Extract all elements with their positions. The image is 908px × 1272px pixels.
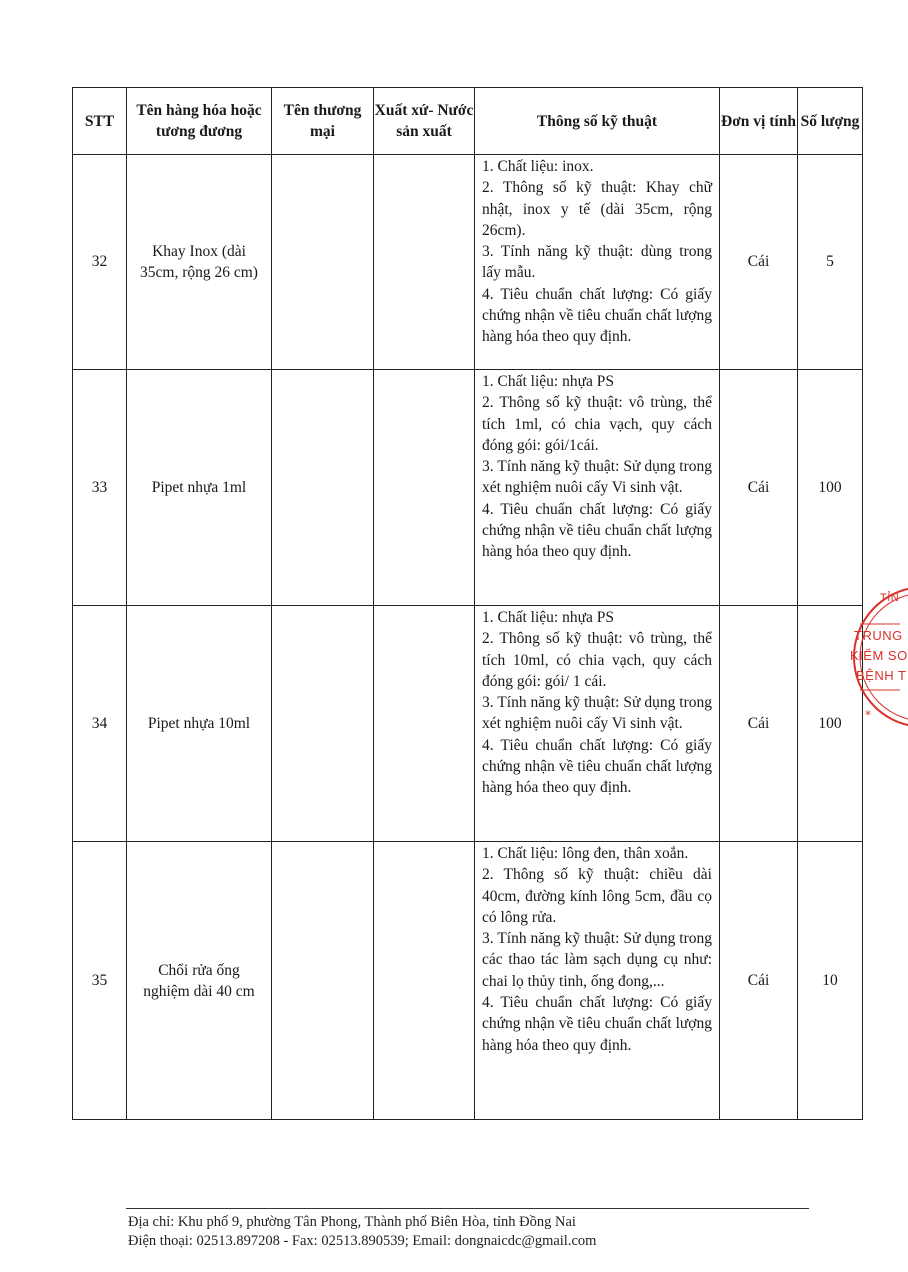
header-origin: Xuất xứ- Nước sản xuất [374,88,475,155]
cell-item-name: Khay Inox (dài 35cm, rộng 26 cm) [127,155,272,370]
cell-item-name: Chổi rửa ống nghiệm dài 40 cm [127,842,272,1120]
spec-line: 3. Tính năng kỹ thuật: Sử dụng trong các thao tác làm sạch dụng cụ như: chai lọ thủy tinh, ống đong,... [482,930,712,990]
spec-line: 2. Thông số kỹ thuật: vô trùng, thể tích 1ml, có chia vạch, quy cách đóng gói: gói/1cái. [482,394,712,454]
cell-unit: Cái [720,606,798,842]
footer-address: Địa chỉ: Khu phố 9, phường Tân Phong, Thành phố Biên Hòa, tỉnh Đồng Nai [128,1214,576,1230]
cell-trade-name [272,155,374,370]
spec-line: 1. Chất liệu: lông đen, thân xoắn. [482,845,689,862]
table-row [73,370,863,606]
spec-line: 2. Thông số kỹ thuật: vô trùng, thể tích 10ml, có chia vạch, quy cách đóng gói: gói/ 1 cái. [482,630,712,690]
cell-stt: 35 [73,842,127,1120]
table-row [73,842,863,1120]
cell-unit: Cái [720,842,798,1120]
stamp-text: TRUNG [854,628,903,643]
spec-line: 4. Tiêu chuẩn chất lượng: Có giấy chứng nhận về tiêu chuẩn chất lượng hàng hóa theo quy định. [482,500,712,561]
cell-quantity: 10 [798,842,863,1120]
header-quantity: Số lượng [798,88,863,155]
header-trade-name: Tên thương mại [272,88,374,155]
cell-unit: Cái [720,370,798,606]
specification-table [72,87,863,1120]
table-row [73,155,863,370]
footer-divider [126,1208,809,1209]
cell-unit: Cái [720,155,798,370]
cell-specs [475,606,720,842]
header-item-name: Tên hàng hóa hoặc tương đương [127,88,272,155]
spec-line: 1. Chất liệu: inox. [482,158,594,175]
header-unit: Đơn vị tính [720,88,798,155]
table-header-row [73,88,863,155]
spec-line: 2. Thông số kỹ thuật: Khay chữ nhật, inox y tế (dài 35cm, rộng 26cm). [482,179,712,239]
stamp-text: TỈN [880,592,900,604]
cell-stt: 33 [73,370,127,606]
cell-stt: 32 [73,155,127,370]
cell-item-name: Pipet nhựa 10ml [127,606,272,842]
spec-line: 1. Chất liệu: nhựa PS [482,609,614,626]
stamp-text: KIỂM SO [850,648,908,663]
cell-origin [374,842,475,1120]
footer [128,1213,596,1251]
cell-origin [374,370,475,606]
cell-stt: 34 [73,606,127,842]
cell-quantity: 5 [798,155,863,370]
svg-text:*: * [865,708,871,722]
spec-line: 3. Tính năng kỹ thuật: dùng trong lấy mẫu. [482,243,712,282]
spec-line: 4. Tiêu chuẩn chất lượng: Có giấy chứng nhận về tiêu chuẩn chất lượng hàng hóa theo quy định. [482,285,712,346]
stamp-text: BỆNH T [856,668,907,683]
cell-specs [475,842,720,1120]
header-specs: Thông số kỹ thuật [475,88,720,155]
cell-trade-name [272,370,374,606]
cell-origin [374,606,475,842]
footer-contact: Điện thoại: 02513.897208 - Fax: 02513.890539; Email: dongnaicdc@gmail.com [128,1233,597,1249]
cell-origin [374,155,475,370]
cell-specs [475,155,720,370]
cell-trade-name [272,606,374,842]
cell-item-name: Pipet nhựa 1ml [127,370,272,606]
cell-quantity: 100 [798,606,863,842]
cell-specs [475,370,720,606]
header-stt: STT [73,88,127,155]
spec-line: 3. Tính năng kỹ thuật: Sử dụng trong xét nghiệm nuôi cấy Vi sinh vật. [482,694,712,733]
spec-line: 1. Chất liệu: nhựa PS [482,373,614,390]
cell-trade-name [272,842,374,1120]
cell-quantity: 100 [798,370,863,606]
spec-line: 4. Tiêu chuẩn chất lượng: Có giấy chứng nhận về tiêu chuẩn chất lượng hàng hóa theo quy định. [482,994,712,1054]
spec-line: 2. Thông số kỹ thuật: chiều dài 40cm, đường kính lông 5cm, đầu cọ có lông rửa. [482,866,712,926]
spec-line: 4. Tiêu chuẩn chất lượng: Có giấy chứng nhận về tiêu chuẩn chất lượng hàng hóa theo quy định. [482,736,712,797]
spec-line: 3. Tính năng kỹ thuật: Sử dụng trong xét nghiệm nuôi cấy Vi sinh vật. [482,458,712,497]
table-row [73,606,863,842]
